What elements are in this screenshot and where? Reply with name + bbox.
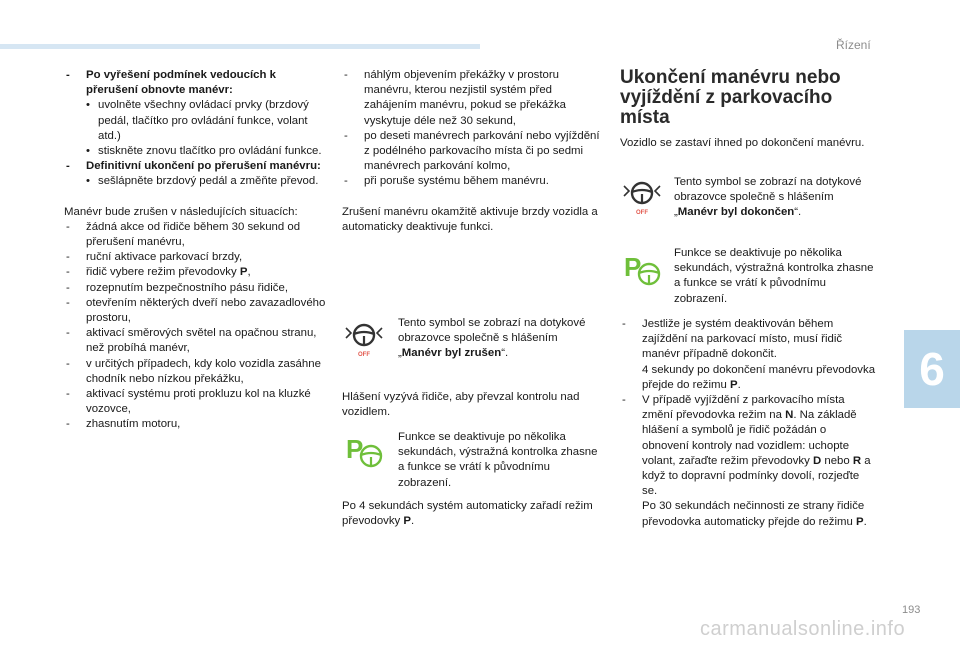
cancel-item: - řidič vybere režim převodovky P, xyxy=(64,265,326,280)
icon-deactivate-text: Funkce se deaktivuje po několika sekundách, výstražná kontrolka zhasne a funkce se vrátí k původnímu zobrazení. xyxy=(674,247,874,305)
cancel-item: - aktivací systému proti prokluzu kol na kluzké vozovce, xyxy=(64,387,326,417)
cancel-paragraph: Zrušení manévru okamžitě aktivuje brzdy vozidla a automaticky deaktivuje funkci. xyxy=(342,205,598,233)
off-label: OFF xyxy=(358,352,370,358)
cancel-item: - po deseti manévrech parkování nebo vyjíždění z podélného parkovacího místa či po sedmi manévrech parkování kolmo, xyxy=(342,129,600,175)
message-paragraph-block xyxy=(342,390,600,420)
final-paragraph-block xyxy=(342,499,600,529)
section-title: Řízení xyxy=(836,38,871,52)
steering-off-icon xyxy=(342,322,386,358)
message-paragraph: Hlášení vyzývá řidiče, aby převzal kontrolu nad vozidlem. xyxy=(342,391,580,419)
resume-step-1: • uvolněte všechny ovládací prvky (brzdový pedál, tlačítko pro ovládání funkce, volant atd.) xyxy=(64,98,326,144)
steering-off-icon xyxy=(620,180,664,216)
column-left xyxy=(64,68,326,433)
cancel-item: - ruční aktivace parkovací brzdy, xyxy=(64,250,326,265)
off-label: OFF xyxy=(636,210,648,216)
icon-done-text: Tento symbol se zobrazí na dotykové obrazovce společně s hlášením „Manévr byl dokončen“. xyxy=(674,176,862,219)
cancel-item: - otevřením některých dveří nebo zavazadlového prostoru, xyxy=(64,296,326,326)
cancel-intro: Manévr bude zrušen v následujících situacích: xyxy=(64,205,298,218)
cancel-item: - zhasnutím motoru, xyxy=(64,417,326,432)
watermark: carmanualsonline.info xyxy=(700,618,906,640)
icon-cancel-text: Tento symbol se zobrazí na dotykové obrazovce společně s hlášením „Manévr byl zrušen“. xyxy=(398,317,586,360)
end-title: - Definitivní ukončení po přerušení manévru: xyxy=(64,159,326,174)
park-assist-icon xyxy=(342,432,386,472)
cancel-item: - aktivací směrových světel na opačnou stranu, než probíhá manévr, xyxy=(64,326,326,356)
end-step-1: • sešlápněte brzdový pedál a změňte převod. xyxy=(64,174,326,189)
section-heading: Ukončení manévru nebo vyjíždění z parkovacího místa xyxy=(620,67,841,128)
p-letter: P xyxy=(624,252,642,282)
chapter-tab: 6 xyxy=(904,330,960,408)
end-item: - Jestliže je systém deaktivován během zajíždění na parkovací místo, musí řidič manévr případně dokončit. 4 sekundy po dokončení manévru převodovka přejde do režimu P. xyxy=(620,317,876,393)
page-number: 193 xyxy=(902,604,921,616)
final-paragraph: Po 4 sekundách systém automaticky zařadí režim převodovky P. xyxy=(342,500,593,528)
p-letter: P xyxy=(346,434,364,464)
cancel-item: - náhlým objevením překážky v prostoru manévru, kterou nezjistil systém před zahájením manévru, pokud se překážka vyskytuje déle než 30 sekund, xyxy=(342,68,600,129)
park-assist-icon xyxy=(620,250,664,290)
cancel-item: - rozepnutím bezpečnostního pásu řidiče, xyxy=(64,281,326,296)
cancel-item: - v určitých případech, kdy kolo vozidla zasáhne chodník nebo nízkou překážku, xyxy=(64,357,326,387)
header-accent-bar xyxy=(0,44,480,49)
resume-title: - Po vyřešení podmínek vedoucích k přerušení obnovte manévr: xyxy=(64,68,326,98)
resume-step-2: • stiskněte znovu tlačítko pro ovládání funkce. xyxy=(64,144,326,159)
end-item: - V případě vyjíždění z parkovacího místa změní převodovka režim na N. Na základě hlášení a symbolů je řidič požádán o obnovení kontroly nad vozidlem: uchopte volant, zařaďte režim převodovky D nebo R a když to dopravní podmínky dovolí, rozjeďte se. Po 30 sekundách nečinnosti ze strany řidiče převodovka automaticky přejde do režimu P. xyxy=(620,393,876,530)
icon-deactivate-text: Funkce se deaktivuje po několika sekundách, výstražná kontrolka zhasne a funkce se vrátí k původnímu zobrazení. xyxy=(398,431,598,489)
column-right-list xyxy=(620,317,876,530)
cancel-item: - žádná akce od řidiče během 30 sekund od přerušení manévru, xyxy=(64,220,326,250)
column-right-intro xyxy=(620,136,874,151)
intro-paragraph: Vozidlo se zastaví ihned po dokončení manévru. xyxy=(620,137,865,149)
column-middle xyxy=(342,68,600,235)
cancel-item: - při poruše systému během manévru. xyxy=(342,174,600,189)
